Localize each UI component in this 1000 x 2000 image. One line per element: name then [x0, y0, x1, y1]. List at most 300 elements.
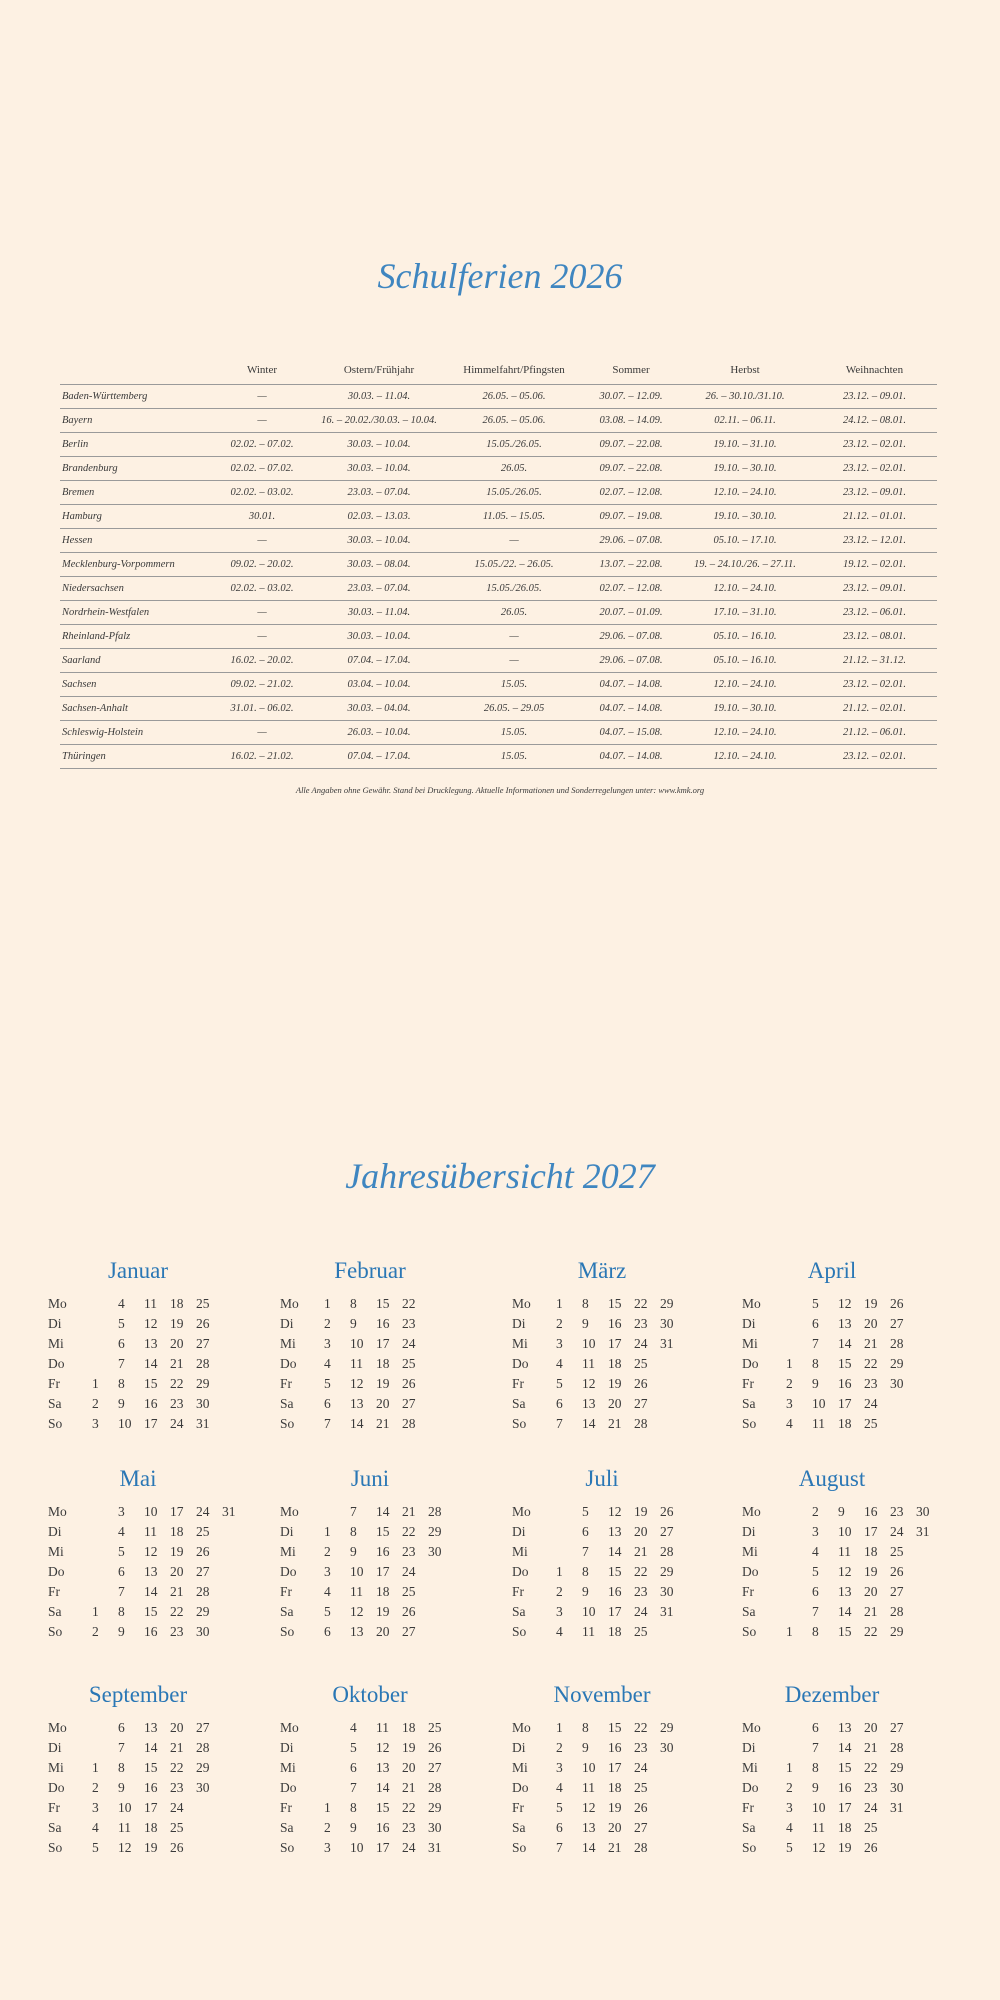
weekday-label: Di — [742, 1316, 756, 1331]
holiday-dates: 04.07. – 15.08. — [584, 721, 678, 745]
weekday-label: Sa — [48, 1396, 62, 1411]
holiday-dates: 21.12. – 01.01. — [812, 505, 937, 529]
day-number: 15 — [838, 1760, 852, 1775]
weekday-label: So — [48, 1416, 63, 1431]
state-name: Sachsen — [60, 673, 210, 697]
day-number: 28 — [890, 1604, 904, 1619]
day-number: 10 — [118, 1800, 132, 1815]
day-number: 21 — [608, 1416, 622, 1431]
day-number: 7 — [118, 1584, 125, 1599]
day-number: 26 — [402, 1604, 416, 1619]
weekday-label: So — [280, 1416, 295, 1431]
day-number: 25 — [170, 1820, 184, 1835]
day-number: 1 — [556, 1720, 563, 1735]
month-grid — [742, 1718, 952, 1858]
day-number: 22 — [634, 1720, 648, 1735]
day-number: 23 — [890, 1504, 904, 1519]
weekday-label: Sa — [742, 1820, 756, 1835]
day-number: 11 — [838, 1544, 851, 1559]
weekday-label: Mi — [48, 1760, 64, 1775]
state-name: Hessen — [60, 529, 210, 553]
day-number: 30 — [428, 1820, 442, 1835]
day-number: 1 — [92, 1376, 99, 1391]
holiday-dates: 29.06. – 07.08. — [584, 529, 678, 553]
day-number: 21 — [170, 1356, 184, 1371]
day-number: 12 — [812, 1840, 826, 1855]
day-number: 12 — [838, 1564, 852, 1579]
holiday-dates: 15.05./26.05. — [444, 433, 584, 457]
day-number: 22 — [634, 1564, 648, 1579]
holiday-dates: 26. – 30.10./31.10. — [678, 385, 812, 409]
day-number: 20 — [376, 1624, 390, 1639]
weekday-label: So — [742, 1416, 757, 1431]
day-number: 27 — [402, 1396, 416, 1411]
holiday-dates: 30.03. – 08.04. — [314, 553, 444, 577]
holiday-dates: 07.04. – 17.04. — [314, 649, 444, 673]
holiday-header-row — [60, 352, 937, 385]
day-number: 1 — [786, 1624, 793, 1639]
table-row — [60, 625, 937, 649]
holiday-dates: 12.10. – 24.10. — [678, 481, 812, 505]
day-number: 2 — [324, 1544, 331, 1559]
month-september — [48, 1682, 258, 1858]
day-number: 14 — [376, 1504, 390, 1519]
month-märz — [512, 1258, 722, 1434]
day-number: 6 — [324, 1396, 331, 1411]
day-number: 9 — [350, 1316, 357, 1331]
holiday-dates: 12.10. – 24.10. — [678, 577, 812, 601]
table-row — [60, 457, 937, 481]
table-row — [60, 385, 937, 409]
holiday-dates: — — [444, 529, 584, 553]
holiday-dates: 11.05. – 15.05. — [444, 505, 584, 529]
weekday-label: Mi — [512, 1336, 528, 1351]
day-number: 8 — [350, 1524, 357, 1539]
day-number: 11 — [812, 1820, 825, 1835]
holiday-dates: — — [210, 385, 314, 409]
day-number: 13 — [838, 1584, 852, 1599]
day-number: 13 — [350, 1396, 364, 1411]
weekday-label: Do — [48, 1780, 65, 1795]
day-number: 19 — [376, 1604, 390, 1619]
day-number: 11 — [350, 1356, 363, 1371]
holiday-dates: 23.12. – 02.01. — [812, 673, 937, 697]
day-number: 3 — [92, 1416, 99, 1431]
holiday-dates: 30.03. – 10.04. — [314, 433, 444, 457]
month-name: September — [88, 1682, 188, 1707]
weekday-label: Do — [512, 1780, 529, 1795]
column-header: Ostern/Frühjahr — [314, 352, 444, 385]
holiday-dates: 19. – 24.10./26. – 27.11. — [678, 553, 812, 577]
day-number: 1 — [786, 1356, 793, 1371]
day-number: 26 — [196, 1544, 210, 1559]
holiday-dates: 03.08. – 14.09. — [584, 409, 678, 433]
day-number: 30 — [916, 1504, 930, 1519]
day-number: 6 — [118, 1720, 125, 1735]
day-number: 26 — [402, 1376, 416, 1391]
weekday-label: So — [742, 1624, 757, 1639]
day-number: 8 — [812, 1624, 819, 1639]
day-number: 4 — [786, 1416, 793, 1431]
day-number: 6 — [324, 1624, 331, 1639]
day-number: 18 — [170, 1524, 184, 1539]
weekday-label: Do — [742, 1564, 759, 1579]
day-number: 13 — [582, 1820, 596, 1835]
day-number: 19 — [864, 1564, 878, 1579]
day-number: 29 — [428, 1800, 442, 1815]
day-number: 23 — [634, 1316, 648, 1331]
day-number: 30 — [890, 1780, 904, 1795]
day-number: 23 — [864, 1780, 878, 1795]
day-number: 20 — [608, 1820, 622, 1835]
day-number: 14 — [838, 1740, 852, 1755]
day-number: 24 — [402, 1336, 416, 1351]
day-number: 31 — [428, 1840, 442, 1855]
month-grid — [742, 1502, 952, 1642]
day-number: 14 — [838, 1336, 852, 1351]
holiday-dates: 23.12. – 02.01. — [812, 433, 937, 457]
state-name: Schleswig-Holstein — [60, 721, 210, 745]
day-number: 27 — [196, 1564, 210, 1579]
weekday-label: Fr — [512, 1584, 525, 1599]
day-number: 9 — [812, 1376, 819, 1391]
day-number: 31 — [196, 1416, 210, 1431]
month-dezember — [742, 1682, 952, 1858]
day-number: 10 — [350, 1840, 364, 1855]
day-number: 25 — [890, 1544, 904, 1559]
day-number: 27 — [890, 1584, 904, 1599]
day-number: 10 — [144, 1504, 158, 1519]
day-number: 20 — [864, 1584, 878, 1599]
holiday-dates: 16.02. – 20.02. — [210, 649, 314, 673]
day-number: 16 — [376, 1316, 390, 1331]
day-number: 4 — [324, 1356, 331, 1371]
holiday-dates: 15.05. — [444, 745, 584, 769]
holiday-dates: 30.03. – 10.04. — [314, 529, 444, 553]
holiday-dates: 30.01. — [210, 505, 314, 529]
day-number: 21 — [608, 1840, 622, 1855]
weekday-label: Di — [48, 1740, 62, 1755]
day-number: 18 — [864, 1544, 878, 1559]
day-number: 5 — [812, 1564, 819, 1579]
day-number: 19 — [376, 1376, 390, 1391]
day-number: 17 — [864, 1524, 878, 1539]
day-number: 2 — [92, 1396, 99, 1411]
day-number: 10 — [350, 1336, 364, 1351]
day-number: 11 — [144, 1296, 157, 1311]
day-number: 12 — [350, 1604, 364, 1619]
weekday-label: Fr — [280, 1800, 293, 1815]
holiday-dates: 30.03. – 10.04. — [314, 625, 444, 649]
holiday-dates: 13.07. – 22.08. — [584, 553, 678, 577]
day-number: 12 — [144, 1544, 158, 1559]
holiday-dates: 05.10. – 16.10. — [678, 649, 812, 673]
day-number: 13 — [144, 1720, 158, 1735]
day-number: 24 — [634, 1604, 648, 1619]
day-number: 7 — [118, 1356, 125, 1371]
day-number: 11 — [812, 1416, 825, 1431]
weekday-label: Sa — [280, 1604, 294, 1619]
day-number: 21 — [864, 1604, 878, 1619]
day-number: 9 — [118, 1780, 125, 1795]
day-number: 29 — [196, 1760, 210, 1775]
holiday-dates: 09.07. – 22.08. — [584, 457, 678, 481]
weekday-label: Di — [48, 1316, 62, 1331]
day-number: 13 — [376, 1760, 390, 1775]
day-number: 26 — [660, 1504, 674, 1519]
holiday-dates: 26.05. — [444, 457, 584, 481]
day-number: 10 — [812, 1396, 826, 1411]
day-number: 21 — [170, 1740, 184, 1755]
day-number: 7 — [350, 1780, 357, 1795]
day-number: 10 — [582, 1760, 596, 1775]
state-name: Thüringen — [60, 745, 210, 769]
holiday-dates: 15.05./26.05. — [444, 481, 584, 505]
weekday-label: Do — [280, 1356, 297, 1371]
holiday-dates: 15.05. — [444, 721, 584, 745]
weekday-label: Mo — [280, 1720, 299, 1735]
day-number: 19 — [170, 1316, 184, 1331]
day-number: 2 — [92, 1624, 99, 1639]
weekday-label: Do — [512, 1564, 529, 1579]
day-number: 8 — [582, 1564, 589, 1579]
day-number: 8 — [350, 1800, 357, 1815]
day-number: 5 — [556, 1800, 563, 1815]
table-row — [60, 529, 937, 553]
day-number: 21 — [402, 1780, 416, 1795]
day-number: 11 — [350, 1584, 363, 1599]
holiday-dates: 26.05. — [444, 601, 584, 625]
day-number: 7 — [556, 1840, 563, 1855]
day-number: 5 — [786, 1840, 793, 1855]
holiday-dates: 04.07. – 14.08. — [584, 745, 678, 769]
day-number: 25 — [864, 1416, 878, 1431]
holiday-dates: 02.11. – 06.11. — [678, 409, 812, 433]
day-number: 25 — [402, 1356, 416, 1371]
day-number: 10 — [582, 1604, 596, 1619]
day-number: 25 — [196, 1296, 210, 1311]
day-number: 6 — [812, 1316, 819, 1331]
day-number: 5 — [556, 1376, 563, 1391]
weekday-label: Mi — [512, 1760, 528, 1775]
month-grid — [742, 1294, 952, 1434]
day-number: 30 — [196, 1780, 210, 1795]
day-number: 8 — [812, 1356, 819, 1371]
month-april — [742, 1258, 952, 1434]
state-name: Berlin — [60, 433, 210, 457]
holiday-dates: 30.07. – 12.09. — [584, 385, 678, 409]
day-number: 11 — [582, 1356, 595, 1371]
day-number: 28 — [196, 1740, 210, 1755]
day-number: 3 — [556, 1604, 563, 1619]
weekday-label: Fr — [280, 1376, 293, 1391]
day-number: 5 — [324, 1604, 331, 1619]
table-row — [60, 673, 937, 697]
day-number: 27 — [890, 1720, 904, 1735]
day-number: 12 — [582, 1376, 596, 1391]
day-number: 1 — [324, 1296, 331, 1311]
day-number: 16 — [838, 1376, 852, 1391]
weekday-label: Mo — [280, 1296, 299, 1311]
day-number: 29 — [660, 1720, 674, 1735]
day-number: 5 — [350, 1740, 357, 1755]
month-grid — [280, 1718, 490, 1858]
holiday-dates: 31.01. – 06.02. — [210, 697, 314, 721]
holiday-dates: — — [210, 529, 314, 553]
month-juni — [280, 1466, 490, 1642]
month-juli — [512, 1466, 722, 1642]
day-number: 6 — [582, 1524, 589, 1539]
day-number: 25 — [428, 1720, 442, 1735]
weekday-label: Di — [742, 1524, 756, 1539]
column-header — [60, 352, 210, 385]
day-number: 24 — [402, 1564, 416, 1579]
month-name: Januar — [107, 1258, 169, 1283]
day-number: 18 — [608, 1624, 622, 1639]
weekday-label: Mi — [48, 1544, 64, 1559]
day-number: 4 — [786, 1820, 793, 1835]
weekday-label: Di — [280, 1524, 294, 1539]
day-number: 5 — [582, 1504, 589, 1519]
table-row — [60, 745, 937, 769]
holiday-dates: 19.12. – 02.01. — [812, 553, 937, 577]
table-row — [60, 697, 937, 721]
day-number: 5 — [118, 1316, 125, 1331]
weekday-label: Mo — [512, 1296, 531, 1311]
day-number: 6 — [812, 1720, 819, 1735]
day-number: 24 — [170, 1800, 184, 1815]
holiday-dates: 23.12. – 09.01. — [812, 577, 937, 601]
weekday-label: Fr — [742, 1376, 755, 1391]
day-number: 7 — [556, 1416, 563, 1431]
holiday-dates: 26.03. – 10.04. — [314, 721, 444, 745]
day-number: 26 — [196, 1316, 210, 1331]
day-number: 4 — [812, 1544, 819, 1559]
day-number: 16 — [144, 1396, 158, 1411]
day-number: 15 — [144, 1376, 158, 1391]
day-number: 23 — [170, 1396, 184, 1411]
day-number: 22 — [170, 1604, 184, 1619]
month-oktober — [280, 1682, 490, 1858]
day-number: 15 — [838, 1356, 852, 1371]
day-number: 25 — [864, 1820, 878, 1835]
day-number: 9 — [118, 1624, 125, 1639]
day-number: 19 — [402, 1740, 416, 1755]
day-number: 30 — [660, 1316, 674, 1331]
holiday-dates: 12.10. – 24.10. — [678, 673, 812, 697]
day-number: 13 — [144, 1336, 158, 1351]
day-number: 17 — [608, 1760, 622, 1775]
day-number: 15 — [608, 1720, 622, 1735]
month-grid — [512, 1502, 722, 1642]
day-number: 10 — [838, 1524, 852, 1539]
day-number: 24 — [890, 1524, 904, 1539]
day-number: 31 — [222, 1504, 236, 1519]
month-januar — [48, 1258, 258, 1434]
day-number: 16 — [838, 1780, 852, 1795]
day-number: 21 — [634, 1544, 648, 1559]
day-number: 7 — [582, 1544, 589, 1559]
weekday-label: Sa — [742, 1604, 756, 1619]
column-header: Herbst — [678, 352, 812, 385]
state-name: Bremen — [60, 481, 210, 505]
weekday-label: Di — [512, 1524, 526, 1539]
day-number: 1 — [92, 1760, 99, 1775]
day-number: 24 — [196, 1504, 210, 1519]
day-number: 17 — [376, 1840, 390, 1855]
day-number: 24 — [634, 1760, 648, 1775]
day-number: 25 — [196, 1524, 210, 1539]
day-number: 21 — [170, 1584, 184, 1599]
day-number: 28 — [428, 1780, 442, 1795]
day-number: 14 — [608, 1544, 622, 1559]
day-number: 14 — [582, 1416, 596, 1431]
day-number: 19 — [608, 1376, 622, 1391]
day-number: 12 — [608, 1504, 622, 1519]
weekday-label: So — [280, 1840, 295, 1855]
weekday-label: Sa — [512, 1396, 526, 1411]
day-number: 31 — [660, 1604, 674, 1619]
holiday-dates: 23.12. – 02.01. — [812, 457, 937, 481]
state-name: Mecklenburg-Vorpommern — [60, 553, 210, 577]
day-number: 13 — [582, 1396, 596, 1411]
weekday-label: Mo — [742, 1504, 761, 1519]
day-number: 13 — [838, 1316, 852, 1331]
day-number: 16 — [144, 1780, 158, 1795]
day-number: 27 — [634, 1396, 648, 1411]
holiday-dates: 02.02. – 03.02. — [210, 577, 314, 601]
day-number: 8 — [582, 1296, 589, 1311]
day-number: 26 — [428, 1740, 442, 1755]
month-name: Juli — [585, 1466, 619, 1491]
day-number: 11 — [582, 1624, 595, 1639]
day-number: 18 — [376, 1584, 390, 1599]
day-number: 22 — [402, 1524, 416, 1539]
weekday-label: Mo — [48, 1720, 67, 1735]
month-grid — [512, 1294, 722, 1434]
state-name: Bayern — [60, 409, 210, 433]
day-number: 30 — [196, 1624, 210, 1639]
weekday-label: Fr — [280, 1584, 293, 1599]
table-row — [60, 721, 937, 745]
weekday-label: Mo — [48, 1504, 67, 1519]
day-number: 6 — [118, 1336, 125, 1351]
month-mai — [48, 1466, 258, 1642]
weekday-label: Fr — [742, 1584, 755, 1599]
day-number: 22 — [634, 1296, 648, 1311]
day-number: 31 — [660, 1336, 674, 1351]
day-number: 24 — [864, 1800, 878, 1815]
day-number: 3 — [812, 1524, 819, 1539]
weekday-label: Sa — [512, 1820, 526, 1835]
holiday-dates: 19.10. – 31.10. — [678, 433, 812, 457]
month-august — [742, 1466, 952, 1642]
weekday-label: Do — [280, 1780, 297, 1795]
holiday-dates: 16.02. – 21.02. — [210, 745, 314, 769]
day-number: 13 — [838, 1720, 852, 1735]
day-number: 25 — [402, 1584, 416, 1599]
table-row — [60, 481, 937, 505]
holiday-dates: — — [210, 601, 314, 625]
day-number: 15 — [376, 1524, 390, 1539]
day-number: 1 — [556, 1564, 563, 1579]
weekday-label: Fr — [512, 1800, 525, 1815]
day-number: 14 — [144, 1356, 158, 1371]
holiday-dates: 07.04. – 17.04. — [314, 745, 444, 769]
weekday-label: Sa — [280, 1820, 294, 1835]
day-number: 26 — [890, 1564, 904, 1579]
day-number: 4 — [556, 1356, 563, 1371]
